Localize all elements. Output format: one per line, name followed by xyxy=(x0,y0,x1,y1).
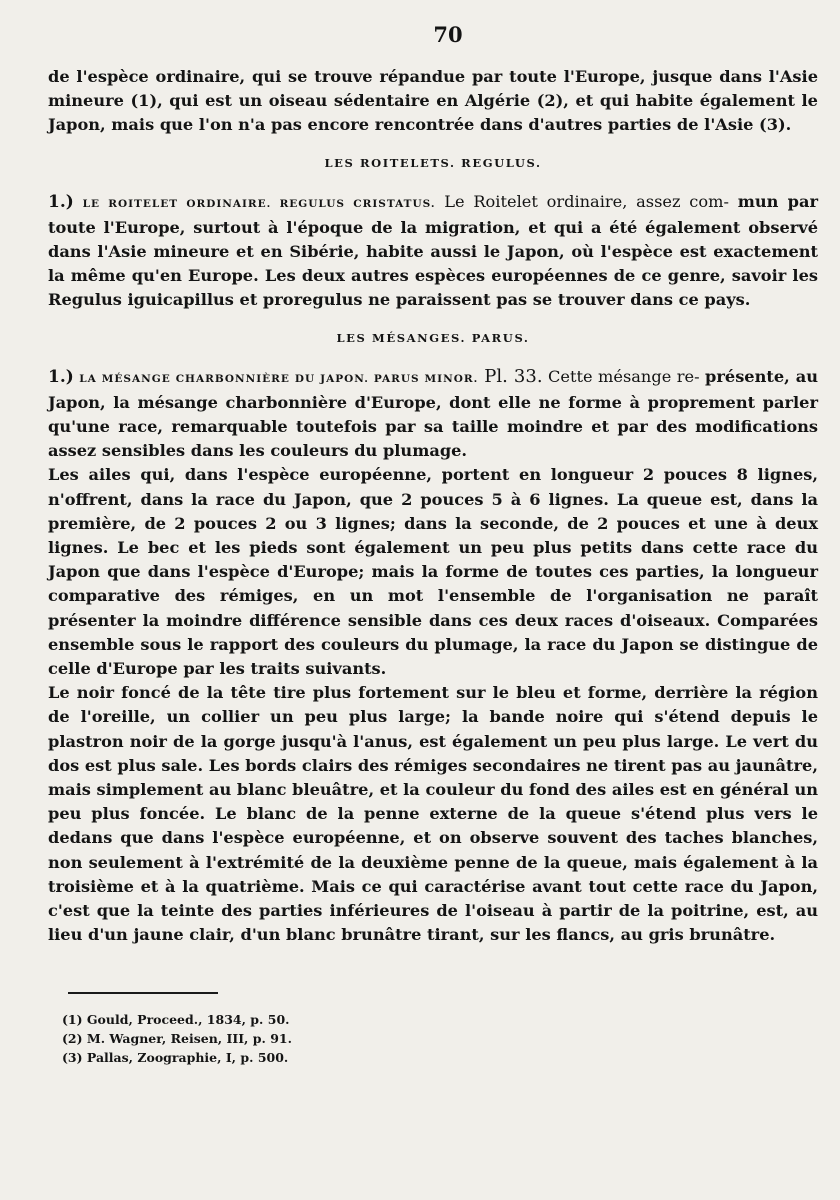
wings-paragraph: Les ailes qui, dans l'espèce européenne, portent en longueur 2 pouces 8 lignes, n'offrent, dans la race du Japon, que 2 pouces 5 à 6 lignes. La queue est, dans la première, de 2 pouces 2 ou 3 lignes; dans la seconde, de 2 pouces et une à deux lignes. Le bec et les pieds sont également un peu plus petits dans cette race du Japon que dans l'espèce d'Europe; mais la forme de toutes ces parties, la longueur comparative des rémiges, en un mot l'ensemble de l'organisation ne paraît présenter la moindre différence sensible dans ces deux races d'oiseaux. Comparées ensemble sous le rapport des couleurs du plumage, la race du Japon se distingue de celle d'Europe par les traits suivants. xyxy=(48,465,818,679)
entry-text: mun par toute l'Europe, surtout à l'époque de la migration, et qui a été également observé dans l'Asie mineure et en Sibérie, habite aussi le Japon, où l'espèce est exactement la même qu'en Europe. Les deux autres espèces européennes de ce genre, savoir les Regulus iguicapillus et proregulus ne paraissent pas se trouver dans ce pays. xyxy=(48,191,818,310)
footnote-3: (3) Pallas, Zoographie, I, p. 500. xyxy=(62,1049,289,1065)
plate-reference: Pl. 33. xyxy=(478,365,543,387)
entry-heading: LA MÉSANGE CHARBONNIÈRE DU JAPON. PARUS MINOR. xyxy=(79,372,479,385)
entry-text: présente, au Japon, la mésange charbonnière d'Europe, dont elle ne forme à proprement parler qu'une race, remarquable toutefois par sa taille moindre et par des modifications assez sensibles dans les couleurs du plumage. xyxy=(48,366,819,461)
entry-text-start: Le Roitelet ordinaire, assez com- xyxy=(435,191,729,211)
entry-text-start: Cette mésange re- xyxy=(542,366,700,386)
intro-paragraph: de l'espèce ordinaire, qui se trouve répandue par toute l'Europe, jusque dans l'Asie mineure (1), qui est un oiseau sédentaire en Algérie (2), et qui habite également le Japon, mais que l'on n'a pas encore rencontrée dans d'autres parties de l'Asie (3). xyxy=(48,67,818,135)
page-number: 70 xyxy=(433,22,463,47)
footnote-divider xyxy=(68,992,218,994)
page xyxy=(48,22,818,1067)
entry-heading: LE ROITELET ORDINAIRE. REGULUS CRISTATUS. xyxy=(82,197,436,210)
footnote-1: (1) Gould, Proceed., 1834, p. 50. xyxy=(62,1011,290,1027)
mesange-entry xyxy=(48,365,818,464)
section-title-roitelets: LES ROITELETS. REGULUS. xyxy=(324,155,542,170)
plumage-paragraph: Le noir foncé de la tête tire plus fortement sur le bleu et forme, derrière la région de l'oreille, un collier un peu plus large; la bande noire qui s'étend depuis le plastron noir de la gorge jusqu'à l'anus, est également un peu plus large. Le vert du dos est plus sale. Les bords clairs des rémiges secondaires ne tirent pas au jaunâtre, mais simplement au blanc bleuâtre, et la couleur du fond des ailes est en général un peu plus foncée. Le blanc de la penne externe de la queue s'étend plus vers le dedans que dans l'espèce européenne, et on observe souvent des taches blanches, non seulement à l'extrémité de la deuxième penne de la queue, mais également à la troisième et à la quatrième. Mais ce qui caractérise avant tout cette race du Japon, c'est que la teinte des parties inférieures de l'oiseau à partir de la poitrine, est, au lieu d'un jaune clair, d'un blanc brunâtre tirant, sur les flancs, au gris brunâtre. xyxy=(48,683,818,945)
footnote-2: (2) M. Wagner, Reisen, III, p. 91. xyxy=(62,1030,292,1046)
entry-number: 1.) xyxy=(48,366,74,387)
roitelet-entry xyxy=(48,190,818,313)
entry-number: 1.) xyxy=(48,191,74,212)
section-title-mesanges: LES MÉSANGES. PARUS. xyxy=(336,330,530,345)
